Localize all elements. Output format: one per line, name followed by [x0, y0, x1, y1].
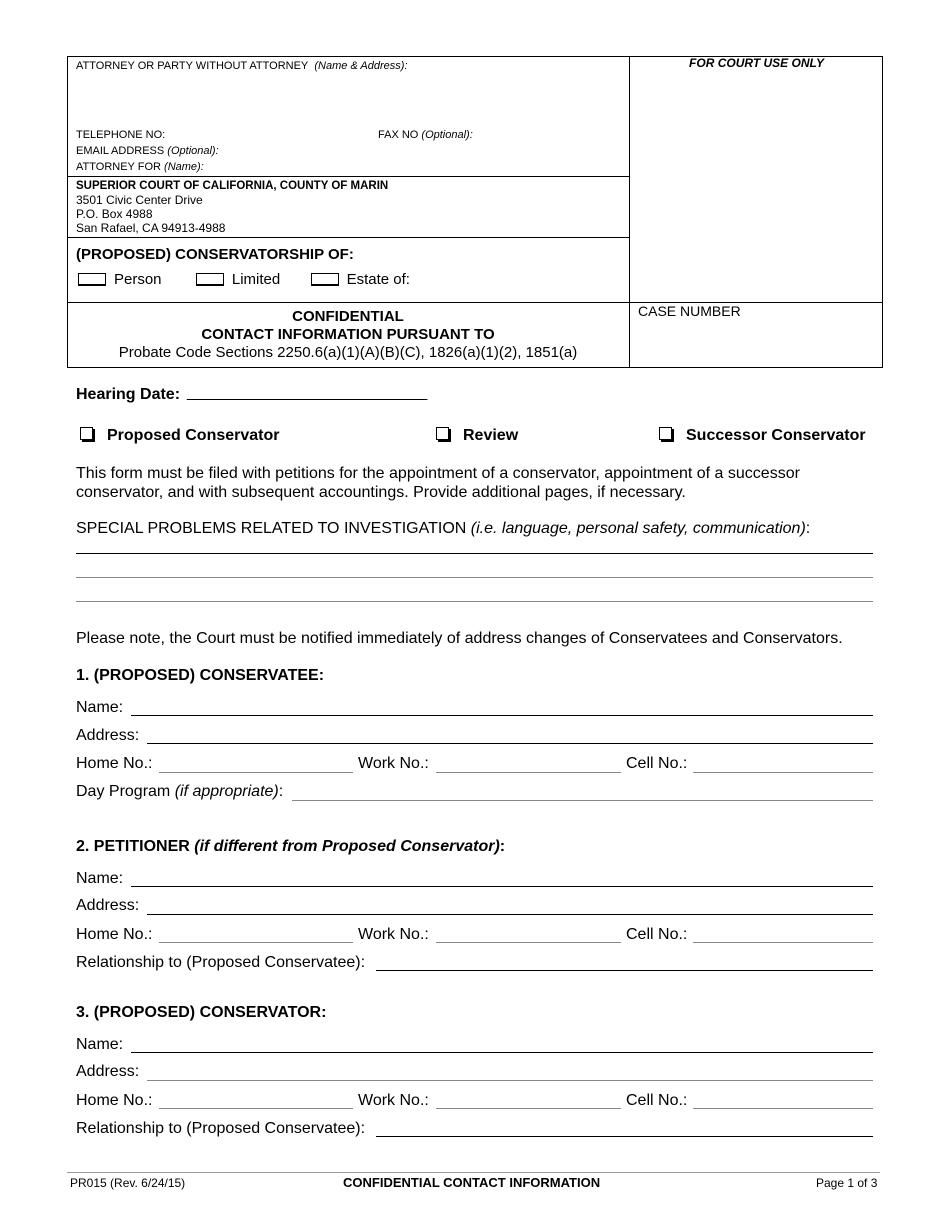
type-review[interactable]: Review — [436, 427, 518, 445]
home-label: Home No.: — [76, 1092, 153, 1109]
relationship-label: Relationship to (Proposed Conservatee): — [76, 1120, 366, 1137]
address-label: Address: — [76, 897, 140, 914]
conservator-address-field[interactable] — [147, 1080, 873, 1081]
checkbox-icon — [311, 273, 339, 286]
checkbox-icon — [436, 427, 449, 440]
option-estate[interactable]: Estate of: — [311, 271, 410, 288]
checkbox-icon — [659, 427, 672, 440]
address-label: Address: — [76, 727, 140, 744]
option-limited[interactable]: Limited — [196, 271, 280, 288]
caption-rule — [67, 176, 629, 177]
attorney-label: ATTORNEY OR PARTY WITHOUT ATTORNEY (Name & Address): — [76, 60, 408, 72]
caption-rule — [67, 302, 883, 303]
caption-divider — [629, 56, 630, 368]
conservator-home-field[interactable] — [159, 1108, 353, 1109]
conservatee-home-field[interactable] — [159, 772, 353, 773]
case-number-label: CASE NUMBER — [638, 303, 741, 319]
special-problems-line[interactable] — [76, 601, 873, 602]
cell-label: Cell No.: — [626, 755, 688, 772]
telephone-label: TELEPHONE NO: — [76, 129, 166, 141]
conservator-name-field[interactable] — [131, 1052, 873, 1053]
court-use-only: FOR COURT USE ONLY — [689, 56, 824, 70]
type-proposed-conservator[interactable]: Proposed Conservator — [80, 427, 279, 445]
cell-label: Cell No.: — [626, 1092, 688, 1109]
email-label: EMAIL ADDRESS (Optional): — [76, 145, 219, 157]
form-title: CONFIDENTIAL CONTACT INFORMATION PURSUANT TO Probate Code Sections 2250.6(a)(1)(A)(B)(C), 1826(a)(1)(2), 1851(a) — [118, 308, 578, 361]
home-label: Home No.: — [76, 926, 153, 943]
footer-form-id: PR015 (Rev. 6/24/15) — [70, 1176, 186, 1190]
attorney-for-label: ATTORNEY FOR (Name): — [76, 161, 204, 173]
conservator-relationship-field[interactable] — [376, 1136, 873, 1137]
conservator-cell-field[interactable] — [693, 1108, 873, 1109]
special-problems-line[interactable] — [76, 577, 873, 578]
relationship-label: Relationship to (Proposed Conservatee): — [76, 954, 366, 971]
conservatee-address-field[interactable] — [147, 743, 873, 744]
footer-page: Page 1 of 3 — [816, 1176, 878, 1190]
court-address: 3501 Civic Center Drive P.O. Box 4988 San Rafael, CA 94913-4988 — [76, 193, 226, 235]
footer-rule — [67, 1172, 880, 1173]
caption-rule — [67, 237, 629, 238]
conservatee-name-field[interactable] — [131, 715, 873, 716]
court-name: SUPERIOR COURT OF CALIFORNIA, COUNTY OF MARIN — [76, 180, 389, 192]
day-program-field[interactable] — [292, 800, 873, 801]
day-program-label: Day Program (if appropriate): — [76, 783, 284, 800]
hearing-date-label: Hearing Date: — [76, 386, 181, 403]
work-label: Work No.: — [358, 926, 429, 943]
section-3-title: 3. (PROPOSED) CONSERVATOR: — [76, 1004, 327, 1021]
section-1-title: 1. (PROPOSED) CONSERVATEE: — [76, 667, 325, 684]
section-2-title: 2. PETITIONER (if different from Proposed Conservator): — [76, 838, 506, 855]
home-label: Home No.: — [76, 755, 153, 772]
type-successor-conservator[interactable]: Successor Conservator — [659, 427, 866, 445]
petitioner-name-field[interactable] — [131, 886, 873, 887]
name-label: Name: — [76, 1036, 124, 1053]
checkbox-icon — [196, 273, 224, 286]
petitioner-address-field[interactable] — [147, 914, 873, 915]
fax-label: FAX NO (Optional): — [378, 129, 473, 141]
work-label: Work No.: — [358, 1092, 429, 1109]
name-label: Name: — [76, 699, 124, 716]
special-problems-line[interactable] — [76, 553, 873, 554]
checkbox-icon — [80, 427, 93, 440]
petitioner-cell-field[interactable] — [693, 942, 873, 943]
cell-label: Cell No.: — [626, 926, 688, 943]
address-label: Address: — [76, 1063, 140, 1080]
checkbox-icon — [78, 273, 106, 286]
name-label: Name: — [76, 870, 124, 887]
conservatorship-options — [78, 271, 410, 288]
footer-title: CONFIDENTIAL CONTACT INFORMATION — [343, 1175, 601, 1190]
petitioner-work-field[interactable] — [436, 942, 621, 943]
work-label: Work No.: — [358, 755, 429, 772]
address-change-notice: Please note, the Court must be notified immediately of address changes of Conservatees and Conservators. — [76, 630, 843, 647]
conservator-work-field[interactable] — [436, 1108, 621, 1109]
option-person[interactable]: Person — [78, 271, 162, 288]
petitioner-home-field[interactable] — [159, 942, 353, 943]
special-problems-label: SPECIAL PROBLEMS RELATED TO INVESTIGATION (i.e. language, personal safety, communication): — [76, 520, 811, 537]
instructions: This form must be filed with petitions for the appointment of a conservator, appointment of a successor conservator, and with subsequent accountings. Provide additional pages, if necessary. — [76, 465, 800, 501]
petitioner-relationship-field[interactable] — [376, 970, 873, 971]
conservatee-cell-field[interactable] — [693, 772, 873, 773]
hearing-date-field[interactable]: ___________________________ — [187, 384, 428, 401]
conservatee-work-field[interactable] — [436, 772, 621, 773]
conservatorship-title: (PROPOSED) CONSERVATORSHIP OF: — [76, 246, 354, 263]
